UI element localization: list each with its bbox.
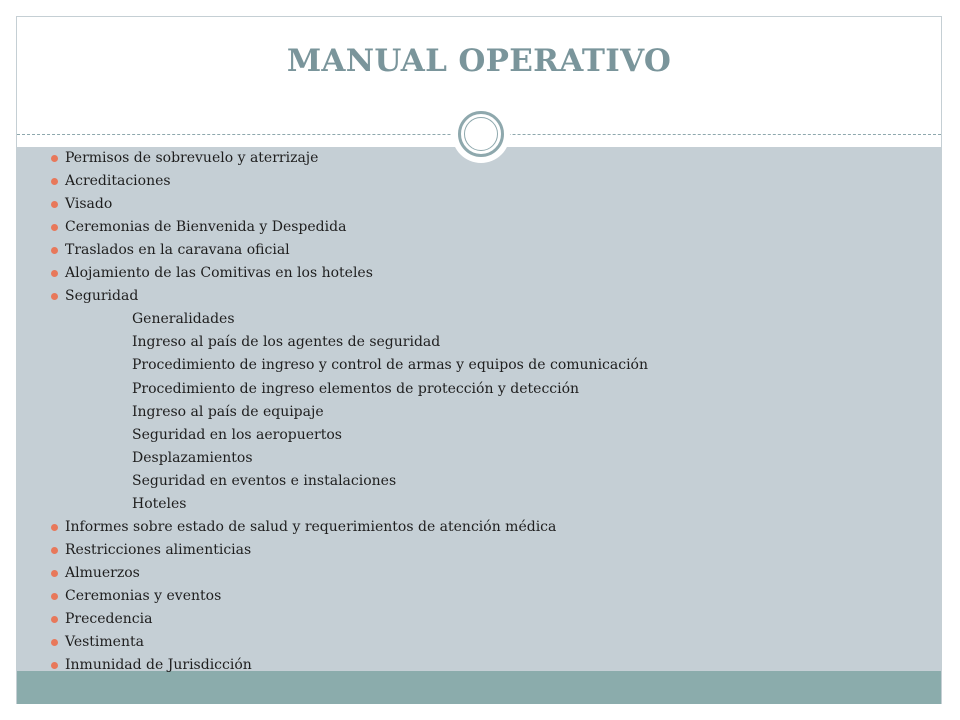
bullet-dot-icon — [51, 639, 58, 646]
bullet-dot-icon — [51, 616, 58, 623]
sub-list-item — [132, 356, 648, 374]
list-item-text: Permisos de sobrevuelo y aterrizaje — [65, 150, 319, 166]
sub-list-item — [132, 495, 187, 513]
list-item-text: Procedimiento de ingreso y control de armas y equipos de comunicación — [132, 357, 649, 374]
list-item-text: Procedimiento de ingreso elementos de protección y detección — [132, 380, 580, 397]
list-item-text: Inmunidad de Jurisdicción — [65, 657, 252, 674]
list-item-text: Ceremonias de Bienvenida y Despedida — [65, 219, 347, 236]
bullet-dot-icon — [51, 547, 58, 554]
sub-list-item — [132, 472, 396, 490]
list-item-text: Visado — [65, 196, 113, 213]
list-item — [65, 172, 171, 190]
list-item — [65, 564, 140, 582]
list-item-text: Traslados en la caravana oficial — [65, 242, 290, 259]
list-item — [65, 656, 252, 674]
list-item-text: Informes sobre estado de salud y requerimientos de atención médica — [65, 518, 557, 535]
list-item — [65, 241, 290, 259]
list-item-text: Seguridad — [65, 288, 139, 305]
sub-list-item — [132, 333, 440, 351]
list-item — [65, 264, 373, 282]
sub-list-item — [132, 403, 324, 421]
list-item-text: Acreditaciones — [65, 173, 171, 190]
inner-ring — [464, 117, 498, 151]
list-item-text: Alojamiento de las Comitivas en los hoteles — [65, 265, 373, 282]
sub-list-item — [132, 449, 253, 467]
list-item-text: Ingreso al país de los agentes de seguridad — [132, 334, 441, 351]
list-item — [65, 633, 144, 651]
list-item — [65, 149, 318, 167]
circle-ornament-icon — [452, 105, 510, 163]
list-item-text: Ingreso al país de equipaje — [132, 403, 324, 420]
list-item — [65, 587, 221, 605]
list-item-text: Seguridad en eventos e instalaciones — [132, 472, 397, 489]
list-item-text: Desplazamientos — [132, 449, 253, 466]
list-item — [65, 518, 556, 536]
sub-list-item — [132, 380, 579, 398]
list-item — [65, 195, 112, 213]
slide-title: MANUAL OPERATIVO — [286, 43, 672, 79]
bottom-bar — [17, 671, 941, 704]
list-item-text: Precedencia — [65, 611, 153, 627]
list-item-text: Vestimenta — [65, 634, 144, 651]
bullet-dot-icon — [51, 593, 58, 600]
slide-frame — [16, 16, 942, 704]
list-item-text: Seguridad en los aeropuertos — [132, 426, 342, 443]
sub-list-item — [132, 426, 342, 444]
bullet-dot-icon — [51, 524, 58, 531]
list-item-text: Ceremonias y eventos — [65, 587, 222, 604]
list-item-text: Almuerzos — [65, 564, 140, 581]
sub-list-item — [132, 310, 235, 328]
list-item — [65, 541, 251, 559]
list-item — [65, 218, 346, 236]
list-item — [65, 287, 138, 305]
list-item-text: Hoteles — [132, 495, 187, 512]
list-item — [65, 610, 152, 628]
list-item-text: Restricciones alimenticias — [65, 541, 252, 558]
list-item-text: Generalidades — [132, 311, 235, 328]
bullet-dot-icon — [51, 155, 58, 162]
bullet-dot-icon — [51, 178, 58, 185]
bullet-dot-icon — [51, 570, 58, 577]
